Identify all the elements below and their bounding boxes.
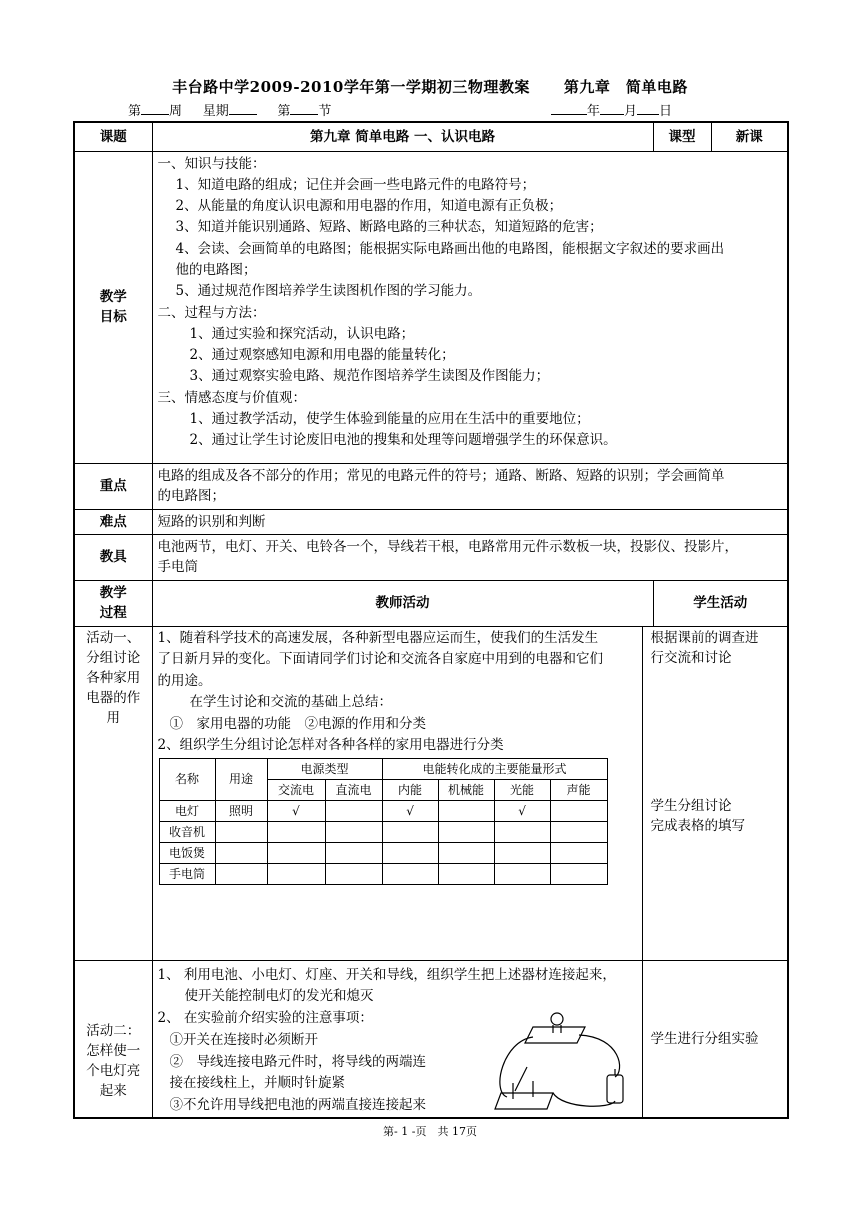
teacher-activity-header: 教师活动 <box>152 580 653 626</box>
battery-icon <box>607 1075 623 1103</box>
month-blank <box>600 102 624 115</box>
objectives-label: 教学 目标 <box>74 151 152 463</box>
difficult-label: 难点 <box>74 509 152 534</box>
lesson-plan-table <box>73 121 789 1119</box>
page-footer: 第- 1 -页 共 17页 <box>383 1125 477 1138</box>
school-plan-title: 丰台路中学2009-2010学年第一学期初三物理教案 <box>172 78 530 96</box>
tools-row <box>74 534 788 580</box>
table-row: 电饭煲 <box>159 842 607 863</box>
week-line: 第 周 星期 第 节 <box>128 104 332 119</box>
year-blank <box>551 102 587 115</box>
lesson-type-value: 新课 <box>711 122 788 151</box>
lamp-board <box>525 1027 585 1043</box>
chapter-title: 第九章 简单电路 <box>563 78 688 96</box>
topic-label: 课题 <box>74 122 152 151</box>
table-row: 电灯 照明 √ √ √ <box>159 800 607 821</box>
tools-content: 电池两节，电灯、开关、电铃各一个，导线若干根，电路常用元件示数板一块，投影仪、投影片， 手电筒 <box>152 534 788 580</box>
activity-two-teacher: 1、 利用电池、小电灯、灯座、开关和导线，组织学生把上述器材连接起来， 使开关能控制电灯的发光和熄灭 2、 在实验前介绍实验的注意事项： ①开关在连接时必须断开 ② 导线连接电路元件时，将导线的两端连 接在接线柱上，并顺时针旋紧 ③不允许用导线把电池的两端直接连接起来 <box>152 960 642 1118</box>
objectives-content: 一、知识与技能： 1、知道电路的组成；记住并会画一些电路元件的电路符号； 2、从能量的角度认识电源和用电器的作用，知道电源有正负极； 3、知道并能识别通路、短路、断路电路的三种状态，知道短路的危害； 4、会读、会画简单的电路图；能根据实际电路画出他的电路图，能根据文字叙述的要求画出 他的电路图； 5、通过规范作图培养学生读图机作图的学习能力。 二、过程与方法： 1、通过实验和探究活动，认识电路； 2、通过观察感知电源和用电器的能量转化； 3、通过观察实验电路、规范作图培养学生读图及作图能力； 三、情感态度与价值观： 1、通过教学活动，使学生体验到能量的应用在生活中的重要地位； 2、通过让学生讨论废旧电池的搜集和处理等问题增强学生的环保意识。 <box>152 151 788 463</box>
switch-lever <box>515 1067 527 1091</box>
sub-header: 机械能 <box>438 779 494 800</box>
sub-header: 声能 <box>550 779 607 800</box>
bulb-icon <box>551 1013 563 1025</box>
difficult-content: 短路的识别和判断 <box>152 509 788 534</box>
document-title <box>0 76 860 97</box>
difficult-row <box>74 509 788 534</box>
tools-label: 教具 <box>74 534 152 580</box>
power-type-header: 电源类型 <box>267 758 382 779</box>
activity-two-row <box>74 960 788 1118</box>
process-header-row <box>74 580 788 626</box>
student-activity-header: 学生活动 <box>653 580 788 626</box>
circuit-sketch-image <box>493 1001 633 1111</box>
process-label: 教学 过程 <box>74 580 152 626</box>
activity-one-row <box>74 626 788 960</box>
appliance-classification-table <box>159 758 608 885</box>
section-blank <box>290 102 318 115</box>
activity-two-label: 活动二： 怎样使一 个电灯亮 起来 <box>74 960 152 1118</box>
table-row: 手电筒 <box>159 863 607 884</box>
weekday-blank <box>229 102 257 115</box>
key-points-label: 重点 <box>74 463 152 509</box>
col-use-header: 用途 <box>215 758 267 800</box>
topic-value: 第九章 简单电路 一、认识电路 <box>152 122 653 151</box>
sub-header: 内能 <box>382 779 438 800</box>
key-points-content: 电路的组成及各不部分的作用；常见的电路元件的符号；通路、断路、短路的识别；学会画简单 的电路图； <box>152 463 788 509</box>
activity-one-label: 活动一、 分组讨论 各种家用 电器的作 用 <box>74 626 152 960</box>
col-name-header: 名称 <box>159 758 215 800</box>
topic-row <box>74 122 788 151</box>
week-blank <box>141 102 169 115</box>
sub-header: 光能 <box>494 779 550 800</box>
date-line: 年 月 日 <box>551 100 672 119</box>
table-row: 收音机 <box>159 821 607 842</box>
lesson-type-label: 课型 <box>653 122 711 151</box>
day-blank <box>637 102 659 115</box>
sub-header: 直流电 <box>325 779 382 800</box>
activity-two-student: 学生进行分组实验 <box>642 960 788 1118</box>
sub-header: 交流电 <box>267 779 325 800</box>
key-points-row <box>74 463 788 509</box>
activity-one-student: 根据课前的调查进 行交流和讨论 学生分组讨论 完成表格的填写 <box>642 626 788 960</box>
objectives-row <box>74 151 788 463</box>
energy-form-header: 电能转化成的主要能量形式 <box>382 758 607 779</box>
activity-one-teacher: 1、随着科学技术的高速发展，各种新型电器应运而生，使我们的生活发生 了日新月异的变化。下面请同学们讨论和交流各自家庭中用到的电器和它们 的用途。 在学生讨论和交流的基础上总结： ① 家用电器的功能 ②电源的作用和分类 2、组织学生分组讨论怎样对各种各样的家用电器进行分类 名称 用途 电源类型 电能转化成的主要能量形式 交流电 直流电 内能 机械能 光能 声能 电灯 照明 √ √ √ 收音机 电饭煲 手电筒 <box>152 626 642 960</box>
